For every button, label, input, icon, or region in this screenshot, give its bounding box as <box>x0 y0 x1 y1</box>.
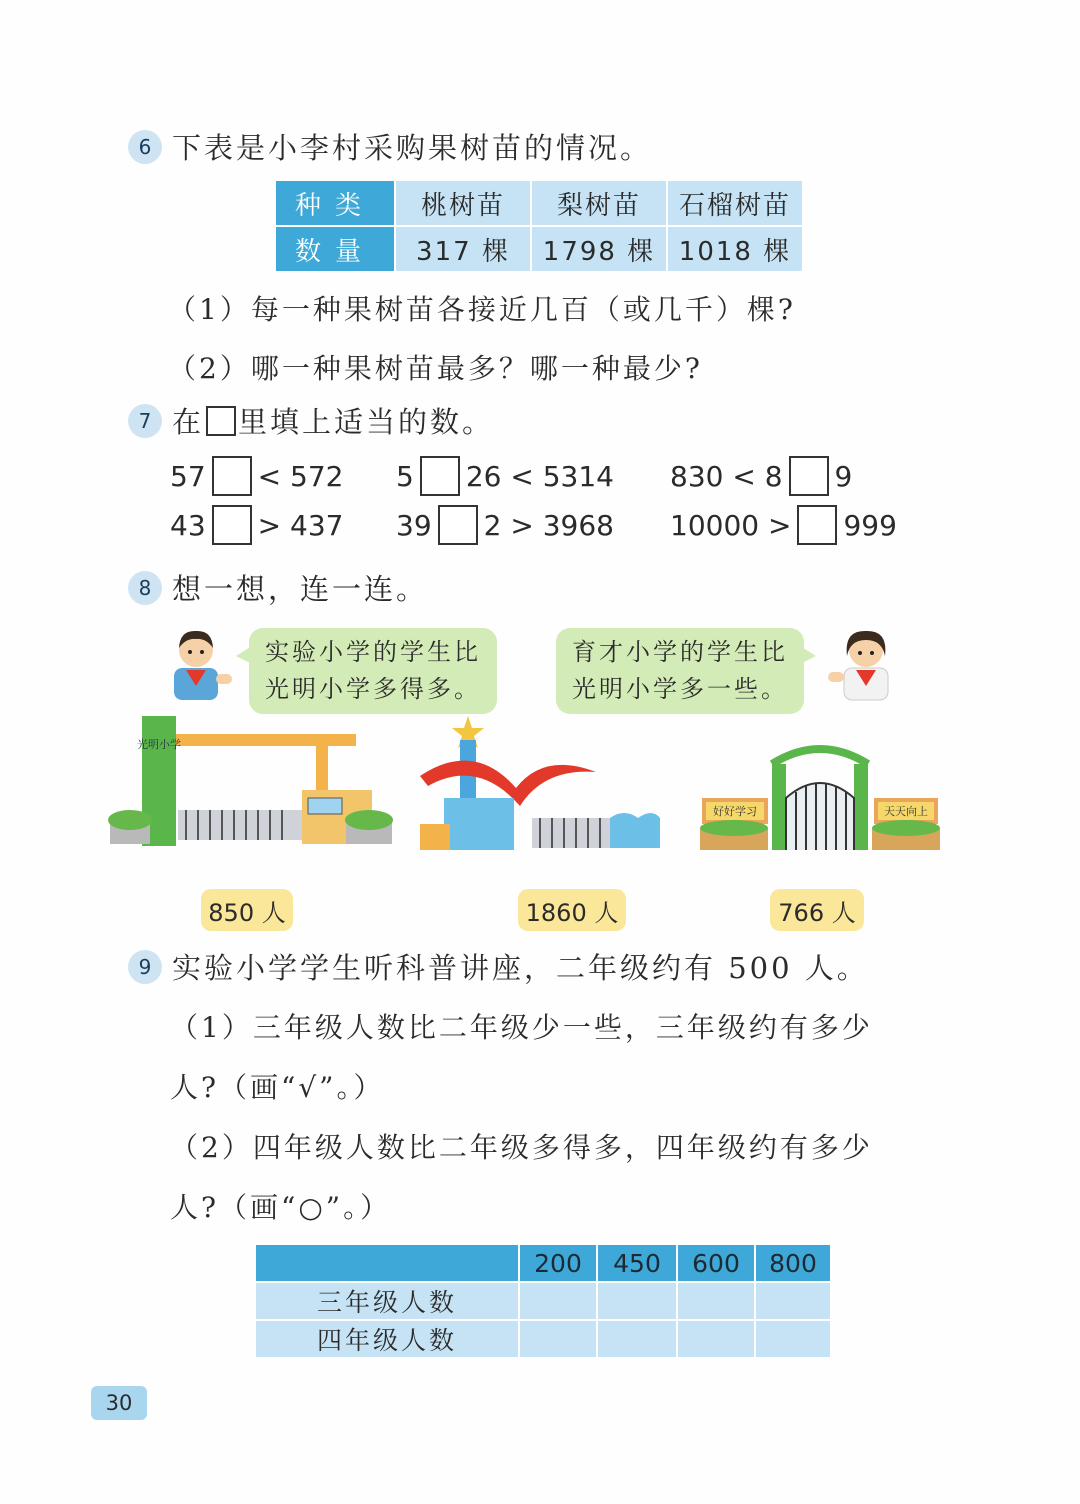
column-header: 200 <box>519 1244 597 1282</box>
inequality-left: 5 <box>396 459 414 493</box>
inequality <box>396 456 614 496</box>
inequality-right: < 572 <box>257 459 344 493</box>
question-number-9: 9 <box>128 950 162 984</box>
inequality-left: 39 <box>396 508 432 542</box>
sapling-name: 石榴树苗 <box>667 181 803 226</box>
answer-box[interactable] <box>212 505 252 545</box>
sapling-count: 1798 棵 <box>531 226 667 272</box>
sapling-count: 317 棵 <box>395 226 531 272</box>
answer-cell[interactable] <box>519 1282 597 1320</box>
guangming-school-gate <box>106 708 396 854</box>
inequality <box>670 505 897 545</box>
girl-illustration <box>822 626 902 702</box>
row-label: 四年级人数 <box>255 1320 519 1358</box>
inequality <box>396 505 614 545</box>
page-number: 30 <box>91 1386 147 1420</box>
table-corner <box>255 1244 519 1282</box>
answer-box[interactable] <box>797 505 837 545</box>
speech-bubble-left <box>249 628 497 714</box>
answer-cell[interactable] <box>677 1282 755 1320</box>
answer-box[interactable] <box>789 456 829 496</box>
inequality-right: > 437 <box>257 508 344 542</box>
sapling-name: 桃树苗 <box>395 181 531 226</box>
bubble-line: 实验小学的学生比 <box>265 638 481 666</box>
count-850[interactable]: 850 人 <box>201 889 293 931</box>
inequality-left: 57 <box>170 459 206 493</box>
bubble-line: 光明小学多得多。 <box>265 675 481 703</box>
question-6-text: 下表是小李村采购果树苗的情况。 <box>172 131 653 165</box>
answer-box[interactable] <box>438 505 478 545</box>
quantity-label: 数量 <box>276 226 395 272</box>
inequality-right: 2 > 3968 <box>483 508 614 542</box>
row-label: 三年级人数 <box>255 1282 519 1320</box>
question-7-text-before: 在 <box>172 405 205 439</box>
grade-count-table <box>254 1243 832 1359</box>
question-6-sub2: （2）哪一种果树苗最多？哪一种最少? <box>168 352 703 385</box>
answer-cell[interactable] <box>519 1320 597 1358</box>
inequality-right: 26 < 5314 <box>465 459 614 493</box>
inequality <box>170 505 343 545</box>
answer-cell[interactable] <box>677 1320 755 1358</box>
bubble-tail-icon <box>236 646 252 666</box>
inequality <box>670 456 852 496</box>
answer-cell[interactable] <box>755 1320 831 1358</box>
column-header: 800 <box>755 1244 831 1282</box>
gate-banner-right: 天天向上 <box>884 805 928 818</box>
answer-cell[interactable] <box>755 1282 831 1320</box>
question-7-text-after: 里填上适当的数。 <box>238 405 495 439</box>
speech-bubble-right <box>556 628 804 714</box>
question-9-sub2: （2）四年级人数比二年级多得多，四年级约有多少 <box>170 1131 873 1164</box>
shiyan-school-gate <box>414 712 664 854</box>
yucai-school-gate <box>698 742 942 854</box>
column-header: 600 <box>677 1244 755 1282</box>
question-7-text <box>172 400 494 441</box>
inequality-left: 43 <box>170 508 206 542</box>
question-6-sub1: （1）每一种果树苗各接近几百（或几千）棵? <box>168 293 796 326</box>
inequality-left: 10000 > <box>670 508 792 542</box>
sapling-count: 1018 棵 <box>667 226 803 272</box>
answer-cell[interactable] <box>597 1320 677 1358</box>
answer-cell[interactable] <box>597 1282 677 1320</box>
question-9-text: 实验小学学生听科普讲座，二年级约有 500 人。 <box>172 951 869 985</box>
inequality-right: 9 <box>834 459 853 493</box>
column-header: 450 <box>597 1244 677 1282</box>
type-label: 种类 <box>276 181 395 226</box>
count-1860[interactable]: 1860 人 <box>518 889 626 931</box>
sapling-name: 梨树苗 <box>531 181 667 226</box>
question-9-sub2-cont: 人?（画“○”。） <box>170 1191 392 1224</box>
inequality-left: 830 < 8 <box>670 459 783 493</box>
bubble-line: 光明小学多一些。 <box>572 675 788 703</box>
bubble-line: 育才小学的学生比 <box>572 638 788 666</box>
question-8-text: 想一想，连一连。 <box>172 572 429 606</box>
count-766[interactable]: 766 人 <box>770 889 864 931</box>
inequality <box>170 456 343 496</box>
sapling-table <box>276 181 804 273</box>
gate-banner-left: 好好学习 <box>713 805 757 818</box>
inequality-right: 999 <box>843 508 897 542</box>
bubble-tail-icon <box>800 646 816 666</box>
question-number-7: 7 <box>128 404 162 438</box>
question-number-8: 8 <box>128 571 162 605</box>
answer-box[interactable] <box>212 456 252 496</box>
answer-box[interactable] <box>420 456 460 496</box>
question-9-sub1: （1）三年级人数比二年级少一些，三年级约有多少 <box>170 1011 873 1044</box>
question-number-6: 6 <box>128 130 162 164</box>
question-9-sub1-cont: 人?（画“√”。） <box>170 1071 385 1104</box>
gate-sign-text: 光明小学 <box>137 738 181 751</box>
blank-box-icon <box>206 406 236 436</box>
boy-illustration <box>160 626 240 702</box>
